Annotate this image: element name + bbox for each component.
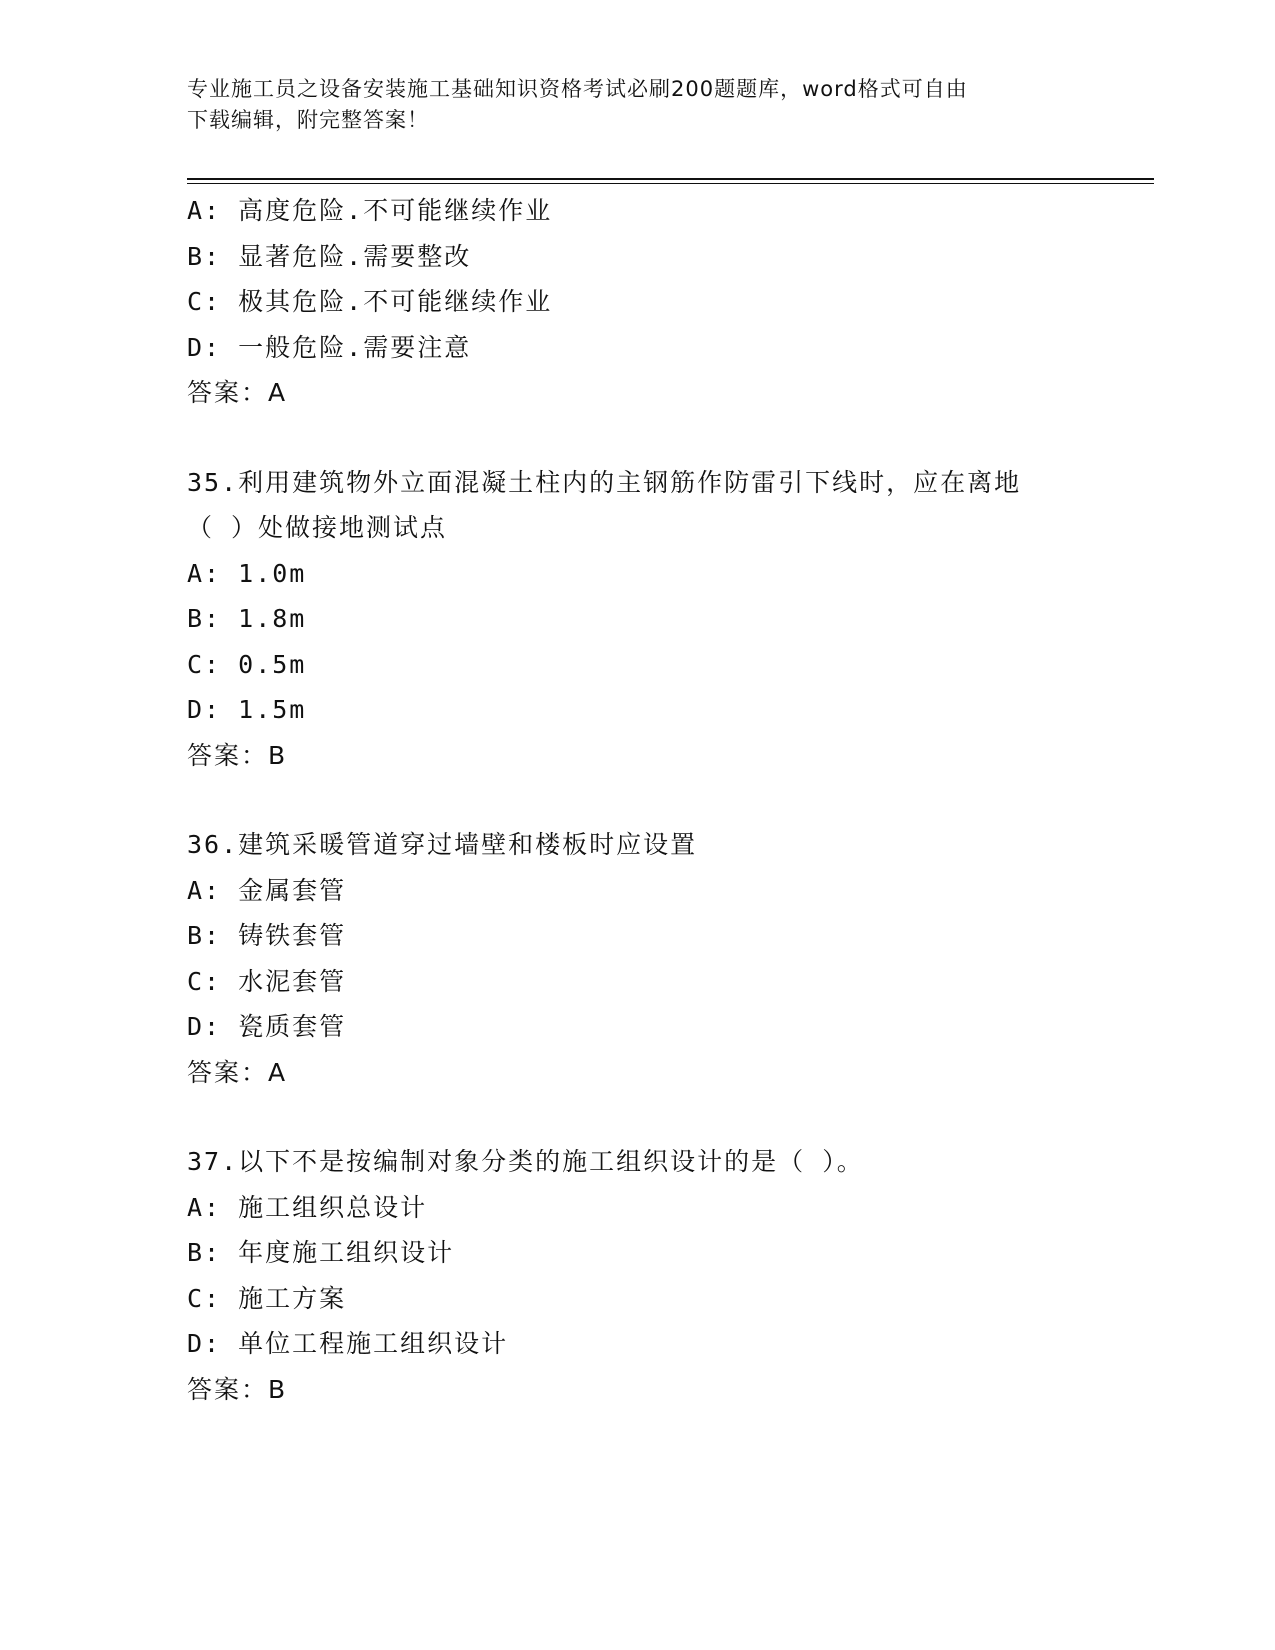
option-a: A: 金属套管 bbox=[187, 875, 347, 905]
option-b: B: 年度施工组织设计 bbox=[187, 1238, 455, 1267]
spacer bbox=[187, 778, 1147, 822]
option-c: C: 施工方案 bbox=[187, 1283, 347, 1313]
option-c: C: 水泥套管 bbox=[187, 966, 347, 996]
header-divider-thick bbox=[187, 178, 1154, 180]
option-b: B: 显著危险.需要整改 bbox=[187, 241, 472, 271]
question-34 bbox=[187, 188, 1147, 416]
option-c: C: 0.5m bbox=[187, 649, 307, 679]
option-a: A: 施工组织总设计 bbox=[187, 1192, 428, 1222]
option-d: D: 一般危险.需要注意 bbox=[187, 332, 472, 362]
option-a: A: 1.0m bbox=[187, 558, 307, 588]
question-list bbox=[187, 188, 1147, 1412]
question-stem-line-1: 36.建筑采暖管道穿过墙壁和楼板时应设置 bbox=[187, 830, 698, 859]
answer-line: 答案：B bbox=[187, 740, 288, 770]
header-title-line-1: 专业施工员之设备安装施工基础知识资格考试必刷200题题库，word格式可自由 bbox=[187, 77, 968, 101]
option-d: D: 瓷质套管 bbox=[187, 1012, 347, 1041]
option-c: C: 极其危险.不可能继续作业 bbox=[187, 287, 553, 316]
question-stem-line-1: 37.以下不是按编制对象分类的施工组织设计的是（ ）。 bbox=[187, 1147, 864, 1176]
question-35 bbox=[187, 460, 1147, 779]
option-b: B: 铸铁套管 bbox=[187, 921, 347, 950]
answer-line: 答案：A bbox=[187, 1057, 288, 1087]
spacer bbox=[187, 416, 1147, 460]
header-title-line-2: 下载编辑，附完整答案！ bbox=[187, 108, 429, 132]
spacer bbox=[187, 1095, 1147, 1139]
option-a: A: 高度危险.不可能继续作业 bbox=[187, 196, 553, 225]
question-stem-line-2: （ ）处做接地测试点 bbox=[187, 513, 448, 542]
answer-line: 答案：A bbox=[187, 378, 288, 407]
header-divider-thin bbox=[187, 183, 1154, 184]
option-d: D: 单位工程施工组织设计 bbox=[187, 1329, 509, 1358]
option-d: D: 1.5m bbox=[187, 695, 307, 724]
document-header bbox=[187, 74, 1087, 136]
question-stem-line-1: 35.利用建筑物外立面混凝土柱内的主钢筋作防雷引下线时，应在离地 bbox=[187, 467, 1022, 497]
question-37 bbox=[187, 1139, 1147, 1412]
option-b: B: 1.8m bbox=[187, 604, 307, 633]
question-36 bbox=[187, 822, 1147, 1095]
answer-line: 答案：B bbox=[187, 1374, 288, 1404]
